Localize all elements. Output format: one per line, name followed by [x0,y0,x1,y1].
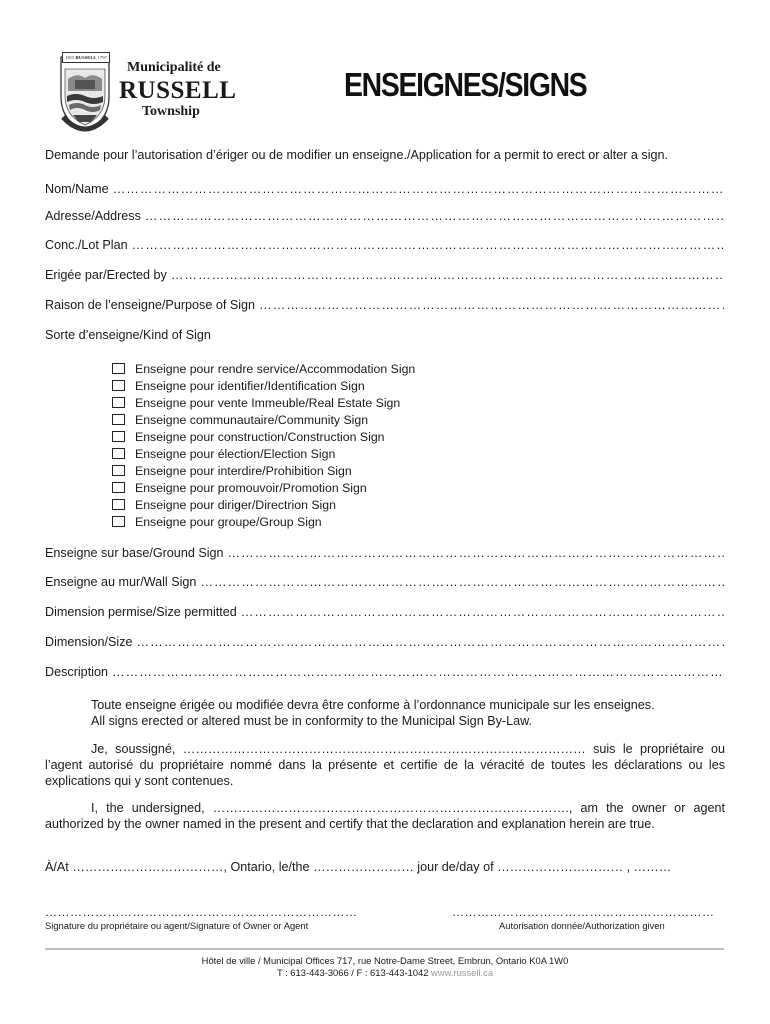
sign-type-option[interactable]: Enseigne pour vente Immeuble/Real Estate Sign [112,394,415,411]
place-date-line: À/At ………………………………, Ontario, le/the …………………… jour de/day of ………………………… , ……… [45,860,672,874]
page-title: ENSEIGNES/SIGNS [344,66,587,103]
sign-type-option[interactable]: Enseigne pour groupe/Group Sign [112,513,415,530]
checkbox[interactable] [112,482,125,493]
sign-type-option[interactable]: Enseigne pour élection/Election Sign [112,445,415,462]
sign-type-option[interactable]: Enseigne pour interdire/Prohibition Sign [112,462,415,479]
checkbox[interactable] [112,465,125,476]
logo-line2: RUSSELL [119,77,237,104]
year-input[interactable]: , ……… [626,860,672,874]
authorization-signature-line[interactable]: ……………………………………………………… [452,905,715,919]
footer-address: Hôtel de ville / Municipal Offices 717, rue Notre-Dame Street, Embrun, Ontario K0A 1W0 [201,955,569,966]
checkbox[interactable] [112,499,125,510]
township-logo [57,47,237,133]
month-input[interactable]: ………………………… [497,860,624,874]
name-field[interactable] [45,182,724,196]
bylaw-notice [91,697,655,729]
description-field[interactable] [45,665,724,679]
sign-type-option[interactable]: Enseigne pour construction/Construction Sign [112,428,415,445]
footer-phones: T : 613-443-3066 / F : 613-443-1042 [276,967,429,978]
address-field[interactable] [45,209,724,223]
logo-line1: Municipalité de [127,60,221,75]
declarant-name-dots[interactable]: …………………………………………………………………………………… [182,742,586,756]
authorization-caption: Autorisation donnée/Authorization given [499,920,665,931]
wall-sign-field[interactable] [45,575,724,589]
footer-contact [0,967,770,979]
sign-type-option[interactable]: Enseigne pour diriger/Directrion Sign [112,496,415,513]
notice-fr: Toute enseigne érigée ou modifiée devra être conforme à l’ordonnance municipale sur les enseignes. [91,698,655,712]
notice-en: All signs erected or altered must be in conformity to the Municipal Sign By-Law. [91,714,532,728]
name-label: Nom/Name [45,182,109,196]
size-permitted-field[interactable] [45,605,724,619]
intro-text: Demande pour l’autorisation d’ériger ou de modifier un enseigne./Application for a permit to erect or alter a sign. [45,148,669,162]
checkbox[interactable] [112,397,125,408]
size-permitted-label: Dimension permise/Size permitted [45,605,237,619]
sign-type-list [112,360,415,530]
owner-signature-line[interactable]: ………………………………………………………………… [45,905,358,919]
checkbox[interactable] [112,414,125,425]
place-input[interactable]: ………………………………, [72,860,227,874]
owner-signature-caption: Signature du propriétaire ou agent/Signature of Owner or Agent [45,920,309,931]
logo-banner: 1815 RUSSELL 1797 [62,52,110,63]
checkbox[interactable] [112,380,125,391]
date-input[interactable]: …………………… [313,860,414,874]
erected-by-label: Erigée par/Erected by [45,268,167,282]
sign-type-option[interactable]: Enseigne pour rendre service/Accommodation Sign [112,360,415,377]
size-field[interactable] [45,635,724,649]
ground-sign-label: Enseigne sur base/Ground Sign [45,546,224,560]
description-label: Description [45,665,108,679]
lot-label: Conc./Lot Plan [45,238,128,252]
checkbox[interactable] [112,431,125,442]
erected-by-field[interactable] [45,268,724,282]
address-label: Adresse/Address [45,209,141,223]
sign-type-option[interactable]: Enseigne pour promouvoir/Promotion Sign [112,479,415,496]
purpose-label: Raison de l’enseigne/Purpose of Sign [45,298,256,312]
ground-sign-field[interactable] [45,546,724,560]
checkbox[interactable] [112,363,125,374]
declaration-en: I, the undersigned, …………………………………………………………………………., am the owner or agent authorized by the owner named in the present and certify that the declaration and explanation herein are true. [45,801,726,831]
sign-type-option[interactable]: Enseigne communautaire/Community Sign [112,411,415,428]
undersigned-name-dots[interactable]: …………………………………………………………………………., [212,801,573,815]
declaration-fr: Je, soussigné, …………………………………………………………………………………… suis le propriétaire ou l’agent autorisé du propriétaire nommé dans la présente et certifie de la véracité de toutes les déclarations ou les explications qui y sont contenues. [45,742,726,788]
lot-field[interactable] [45,238,724,252]
checkbox[interactable] [112,448,125,459]
logo-line3: Township [142,104,200,119]
sign-type-option[interactable]: Enseigne pour identifier/Identification Sign [112,377,415,394]
purpose-field[interactable] [45,298,724,312]
footer-divider [45,948,724,950]
checkbox[interactable] [112,516,125,527]
size-label: Dimension/Size [45,635,133,649]
footer-website[interactable]: www.russell.ca [431,967,494,978]
wall-sign-label: Enseigne au mur/Wall Sign [45,575,197,589]
kind-of-sign-label: Sorte d’enseigne/Kind of Sign [45,328,211,342]
